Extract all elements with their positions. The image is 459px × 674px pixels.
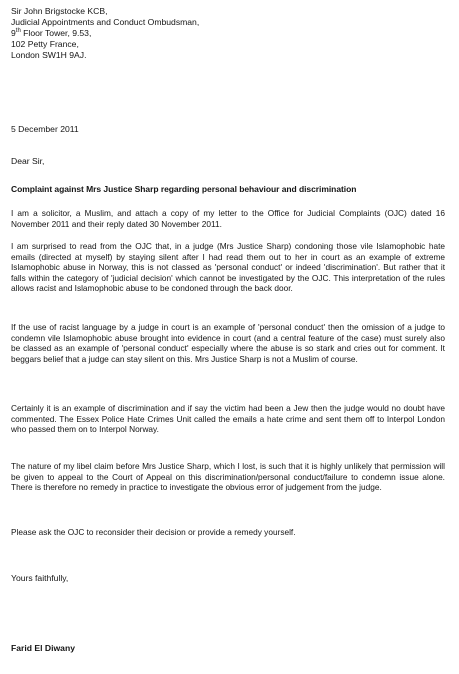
address-line: Judicial Appointments and Conduct Ombudsman, — [11, 17, 200, 27]
recipient-address — [11, 6, 199, 61]
address-line — [11, 28, 199, 39]
signature-name: Farid El Diwany — [11, 643, 75, 653]
closing: Yours faithfully, — [11, 573, 69, 583]
floor-ordinal: th — [15, 28, 21, 35]
salutation: Dear Sir, — [11, 156, 45, 166]
body-paragraph: If the use of racist language by a judge in court is an example of 'personal conduct' then the omission of a judge to condemn vile Islamophobic abuse brought into evidence in court (and a central feature of the case) must surely also be classed as an example of 'personal conduct' especially where the abuse is so stark and cries out for comment. It beggars belief that a judge can stay silent on this. Mrs Justice Sharp is not a Muslim of course. — [11, 322, 445, 364]
address-line: 102 Petty France, — [11, 39, 79, 49]
floor-rest: Floor Tower, 9.53, — [20, 28, 92, 38]
body-paragraph: I am surprised to read from the OJC that, in a judge (Mrs Justice Sharp) condoning those vile Islamophobic hate emails (directed at myself) by staying silent after I had read them out to her in court as an example of extreme Islamophobic abuse in Norway, this is not classed as 'personal conduct' or indeed 'discrimination'. But rather that it falls within the category of 'judicial decision' which cannot be investigated by the OJC. This interpretation of the rules allows racist and Islamophobic abuse to be condoned through the back door. — [11, 241, 445, 294]
body-paragraph: Certainly it is an example of discrimination and if say the victim had been a Jew then the judge would no doubt have commented. The Essex Police Hate Crimes Unit called the emails a hate crime and sent them off to Interpol London who passed them on to Interpol Norway. — [11, 403, 445, 435]
subject-line: Complaint against Mrs Justice Sharp regarding personal behaviour and discrimination — [11, 184, 357, 194]
address-line: Sir John Brigstocke KCB, — [11, 6, 108, 16]
body-paragraph: The nature of my libel claim before Mrs Justice Sharp, which I lost, is such that it is highly unlikely that permission will be given to appeal to the Court of Appeal on this discrimination/personal conduct/failure to condemn issue alone. There is therefore no remedy in practice to investigate the obvious error of judgement from the judge. — [11, 461, 445, 493]
floor-number: 9 — [11, 28, 16, 38]
body-paragraph: I am a solicitor, a Muslim, and attach a copy of my letter to the Office for Judicial Complaints (OJC) dated 16 November 2011 and their reply dated 30 November 2011. — [11, 208, 445, 229]
address-line: London SW1H 9AJ. — [11, 50, 87, 60]
body-paragraph: Please ask the OJC to reconsider their decision or provide a remedy yourself. — [11, 527, 296, 537]
letter-date: 5 December 2011 — [11, 124, 79, 134]
